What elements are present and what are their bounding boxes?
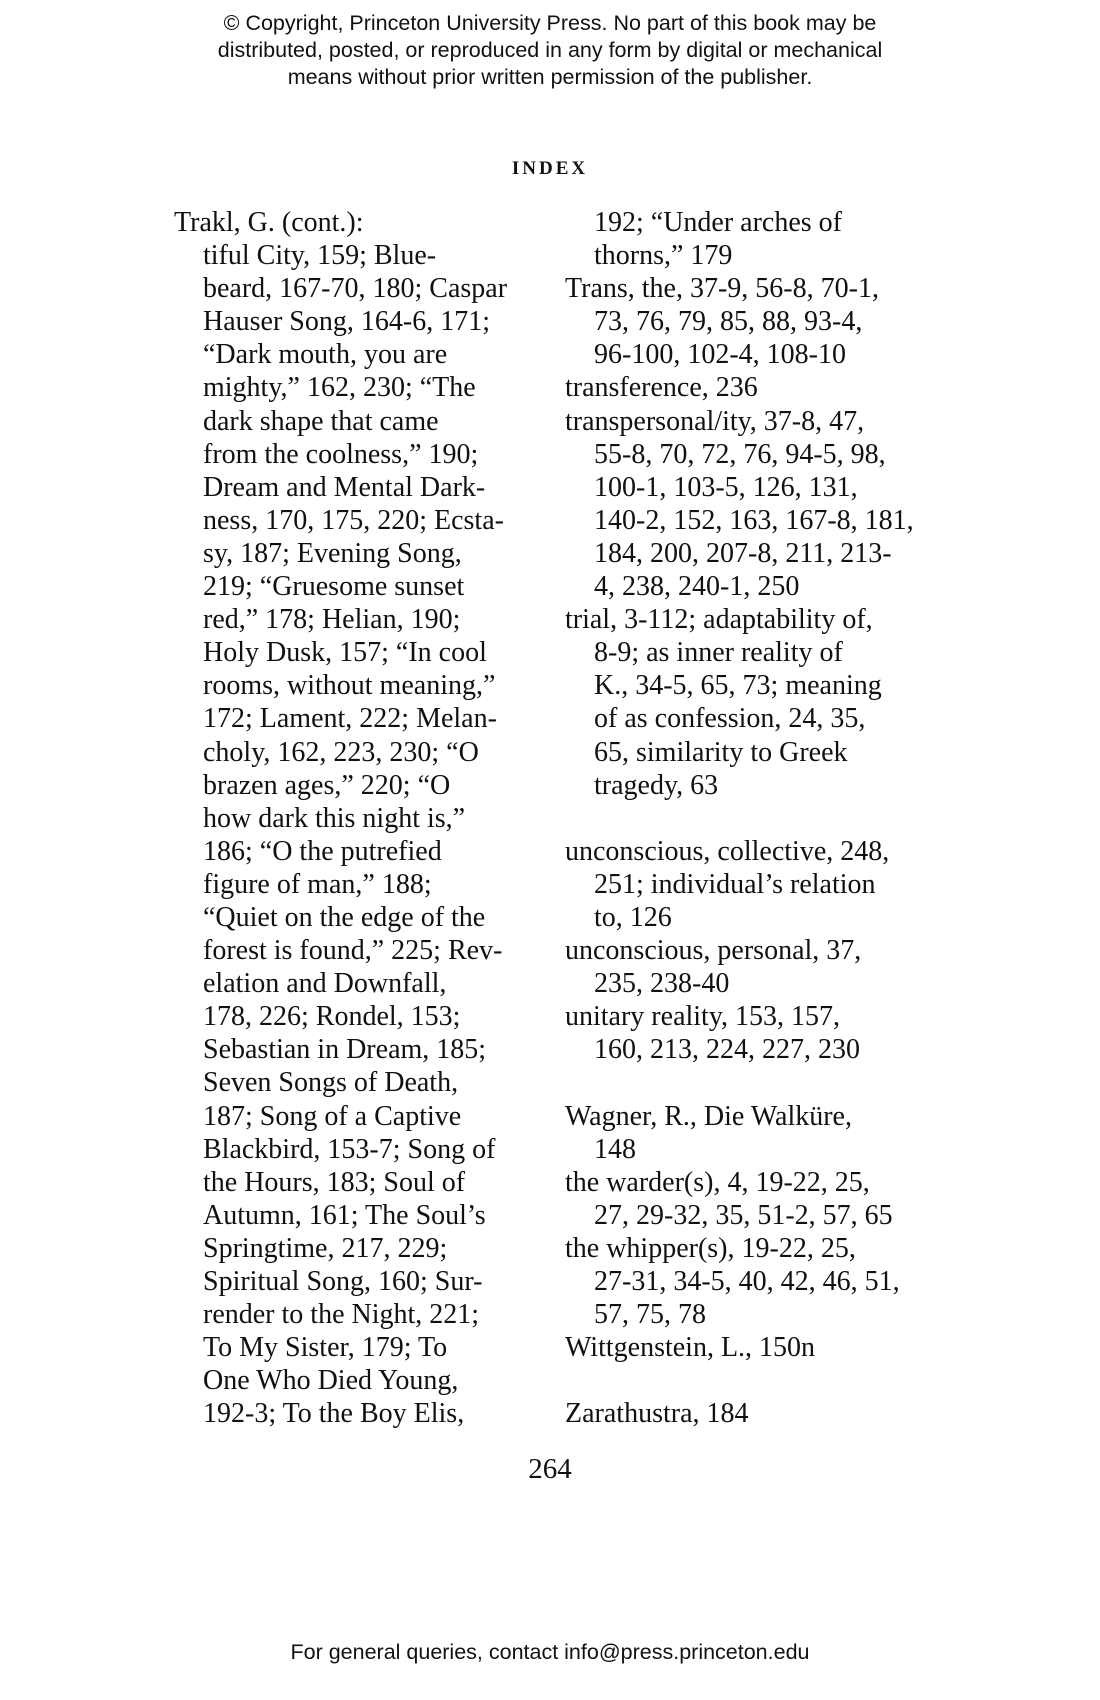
index-entry-line: 65, similarity to Greek <box>594 736 848 768</box>
index-entry-line: 4, 238, 240-1, 250 <box>594 571 800 603</box>
index-entry-line: tragedy, 63 <box>594 769 719 801</box>
index-entry-line: Zarathustra, 184 <box>565 1398 749 1430</box>
letter-group-spacer <box>565 802 935 835</box>
copyright-notice-line: means without prior written permission of the publisher. <box>287 65 813 89</box>
index-entry-line: 160, 213, 224, 227, 230 <box>594 1034 860 1066</box>
index-entry-line: 235, 238-40 <box>594 968 730 1000</box>
index-entry-line: unconscious, collective, 248, <box>565 835 890 867</box>
index-entry-line: figure of man,” 188; <box>203 868 432 900</box>
contact-footer: For general queries, contact info@press.princeton.edu <box>290 1640 810 1664</box>
index-entry-line: ness, 170, 175, 220; Ecsta- <box>203 504 504 536</box>
index-entry-line: 55-8, 70, 72, 76, 94-5, 98, <box>594 438 886 470</box>
index-entry-line: Trakl, G. (cont.): <box>174 207 364 238</box>
index-entry-line: dark shape that came <box>203 405 439 437</box>
index-entry-line: Springtime, 217, 229; <box>203 1232 448 1264</box>
index-entry-line: transpersonal/ity, 37-8, 47, <box>565 405 865 437</box>
index-entry-line: Hauser Song, 164-6, 171; <box>203 306 490 338</box>
index-entry-line: 186; “O the putrefied <box>203 835 442 867</box>
index-entry-line: mighty,” 162, 230; “The <box>203 372 476 404</box>
index-heading: INDEX <box>511 158 589 179</box>
index-entry-line: beard, 167-70, 180; Caspar <box>203 273 508 305</box>
index-entry-line: 27-31, 34-5, 40, 42, 46, 51, <box>594 1266 900 1297</box>
index-entry-line: how dark this night is,” <box>203 802 466 834</box>
index-entry-line: 100-1, 103-5, 126, 131, <box>594 471 858 503</box>
index-entry-line: 96-100, 102-4, 108-10 <box>594 339 846 371</box>
index-entry-line: of as confession, 24, 35, <box>594 703 866 735</box>
index-entry-line: One Who Died Young, <box>203 1365 459 1397</box>
index-entry-line: red,” 178; Helian, 190; <box>203 604 461 636</box>
index-entry-line: 187; Song of a Captive <box>203 1100 462 1132</box>
index-entry-line: 192-3; To the Boy Elis, <box>203 1398 465 1430</box>
index-entry-line: 251; individual’s relation <box>594 868 876 900</box>
index-entry-line: the whipper(s), 19-22, 25, <box>565 1232 856 1264</box>
index-entry-line: 172; Lament, 222; Melan- <box>203 703 497 735</box>
index-entry-line: choly, 162, 223, 230; “O <box>203 736 479 768</box>
letter-group-spacer <box>565 1066 935 1099</box>
index-entry-line: Autumn, 161; The Soul’s <box>203 1199 486 1231</box>
index-entry-line: “Quiet on the edge of the <box>203 901 486 933</box>
index-entry-line: Spiritual Song, 160; Sur- <box>203 1266 483 1297</box>
index-entry-line: 184, 200, 207-8, 211, 213- <box>594 537 892 569</box>
index-entry-line: the warder(s), 4, 19-22, 25, <box>565 1166 870 1198</box>
index-entry-line: Dream and Mental Dark- <box>203 471 486 503</box>
index-entry-line: elation and Downfall, <box>203 968 447 1000</box>
index-entry-line: Sebastian in Dream, 185; <box>203 1034 487 1066</box>
index-entry-line: unconscious, personal, 37, <box>565 935 862 967</box>
index-entry-line: sy, 187; Evening Song, <box>203 537 462 569</box>
index-entry-line: “Dark mouth, you are <box>203 339 448 371</box>
index-entry-line: 140-2, 152, 163, 167-8, 181, <box>594 504 914 536</box>
index-entry-line: 192; “Under arches of <box>594 207 843 238</box>
index-entry-line: to, 126 <box>594 901 672 933</box>
index-entry-line: 73, 76, 79, 85, 88, 93-4, <box>594 306 863 338</box>
index-entry-line: Holy Dusk, 157; “In cool <box>203 637 487 669</box>
index-entry-line: Blackbird, 153-7; Song of <box>203 1133 496 1165</box>
index-column-right <box>565 206 935 1430</box>
letter-group-spacer <box>565 1364 935 1397</box>
index-entry-line: Wittgenstein, L., 150n <box>565 1332 816 1364</box>
index-entry-line: the Hours, 183; Soul of <box>203 1166 466 1198</box>
index-entry-line: 219; “Gruesome sunset <box>203 571 465 603</box>
copyright-notice-line: distributed, posted, or reproduced in any form by digital or mechanical <box>217 38 883 62</box>
index-entry-line: To My Sister, 179; To <box>203 1332 448 1364</box>
index-entry-line: K., 34-5, 65, 73; meaning <box>594 670 882 702</box>
index-entry-line: from the coolness,” 190; <box>203 438 479 470</box>
page-number: 264 <box>528 1453 572 1485</box>
index-entry-line: forest is found,” 225; Rev- <box>203 935 503 967</box>
index-entry-line: Seven Songs of Death, <box>203 1067 459 1099</box>
index-entry-line: tiful City, 159; Blue- <box>203 240 437 272</box>
index-entry-line: Wagner, R., Die Walküre, <box>565 1100 852 1132</box>
index-entry-line: thorns,” 179 <box>594 240 733 272</box>
index-entry-line: 8-9; as inner reality of <box>594 637 843 669</box>
index-column-left <box>174 206 544 1430</box>
index-entry-line: 178, 226; Rondel, 153; <box>203 1001 461 1033</box>
index-entry-line: render to the Night, 221; <box>203 1299 480 1331</box>
index-entry-line: Trans, the, 37-9, 56-8, 70-1, <box>565 273 879 305</box>
index-entry-line: 27, 29-32, 35, 51-2, 57, 65 <box>594 1199 893 1231</box>
copyright-notice-line: © Copyright, Princeton University Press. No part of this book may be <box>223 11 877 35</box>
index-entry-line: transference, 236 <box>565 372 758 404</box>
index-entry-line: trial, 3-112; adaptability of, <box>565 604 873 636</box>
index-entry-line: rooms, without meaning,” <box>203 670 496 702</box>
copyright-notice <box>0 10 1100 91</box>
index-entry-line: 148 <box>594 1133 636 1165</box>
index-entry-line: unitary reality, 153, 157, <box>565 1001 841 1033</box>
index-entry-line: brazen ages,” 220; “O <box>203 769 451 801</box>
index-entry-line: 57, 75, 78 <box>594 1299 706 1331</box>
